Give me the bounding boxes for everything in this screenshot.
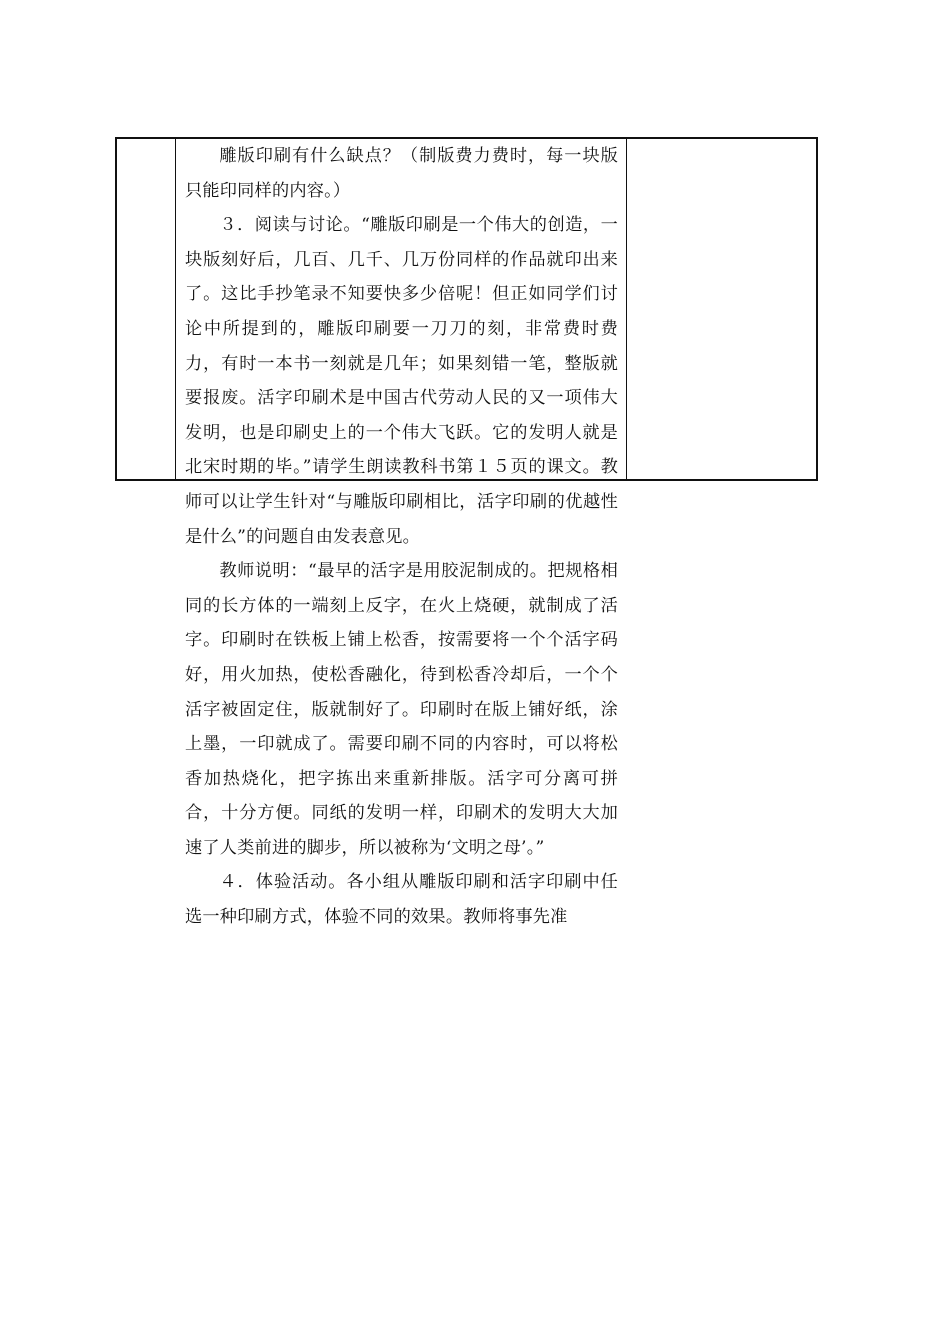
paragraph-reading-discussion: ３．阅读与讨论。“雕版印刷是一个伟大的创造，一块版刻好后，几百、几千、几万份同样的作品就印出来了。这比手抄笔录不知要快多少倍呢！但正如同学们讨论中所提到的，雕版印刷要一刀刀的刻，非常费时费力，有时一本书一刻就是几年；如果刻错一笔，整版就要报废。活字印刷术是中国古代劳动人民的又一项伟大发明，也是印刷史上的一个伟大飞跃。它的发明人就是北宋时期的毕。”请学生朗读教科书第１５页的课文。教师可以让学生针对“与雕版印刷相比，活字印刷的优越性是什么”的问题自由发表意见。 bbox=[185, 215, 618, 547]
paragraph-drawbacks: 雕版印刷有什么缺点？（制版费力费时，每一块版只能印同样的内容。） bbox=[185, 146, 618, 201]
paragraph-experience-activity: ４．体验活动。各小组从雕版印刷和活字印刷中任选一种印刷方式，体验不同的效果。教师将事先准 bbox=[185, 872, 618, 928]
main-column-content bbox=[185, 139, 618, 928]
table-column-main bbox=[175, 139, 627, 928]
table-column-right bbox=[626, 139, 818, 479]
lesson-plan-table bbox=[115, 137, 818, 928]
paragraph-teacher-explanation: 教师说明：“最早的活字是用胶泥制成的。把规格相同的长方体的一端刻上反字，在火上烧硬，就制成了活字。印刷时在铁板上铺上松香，按需要将一个个活字码好，用火加热，使松香融化，待到松香冷却后，一个个活字被固定住，版就制好了。印刷时在版上铺好纸，涂上墨，一印就成了。需要印刷不同的内容时，可以将松香加热烧化，把字拣出来重新排版。活字可分离可拼合，十分方便。同纸的发明一样，印刷术的发明大大加速了人类前进的脚步，所以被称为‘文明之母’。” bbox=[185, 561, 618, 858]
table-column-left bbox=[117, 139, 176, 479]
